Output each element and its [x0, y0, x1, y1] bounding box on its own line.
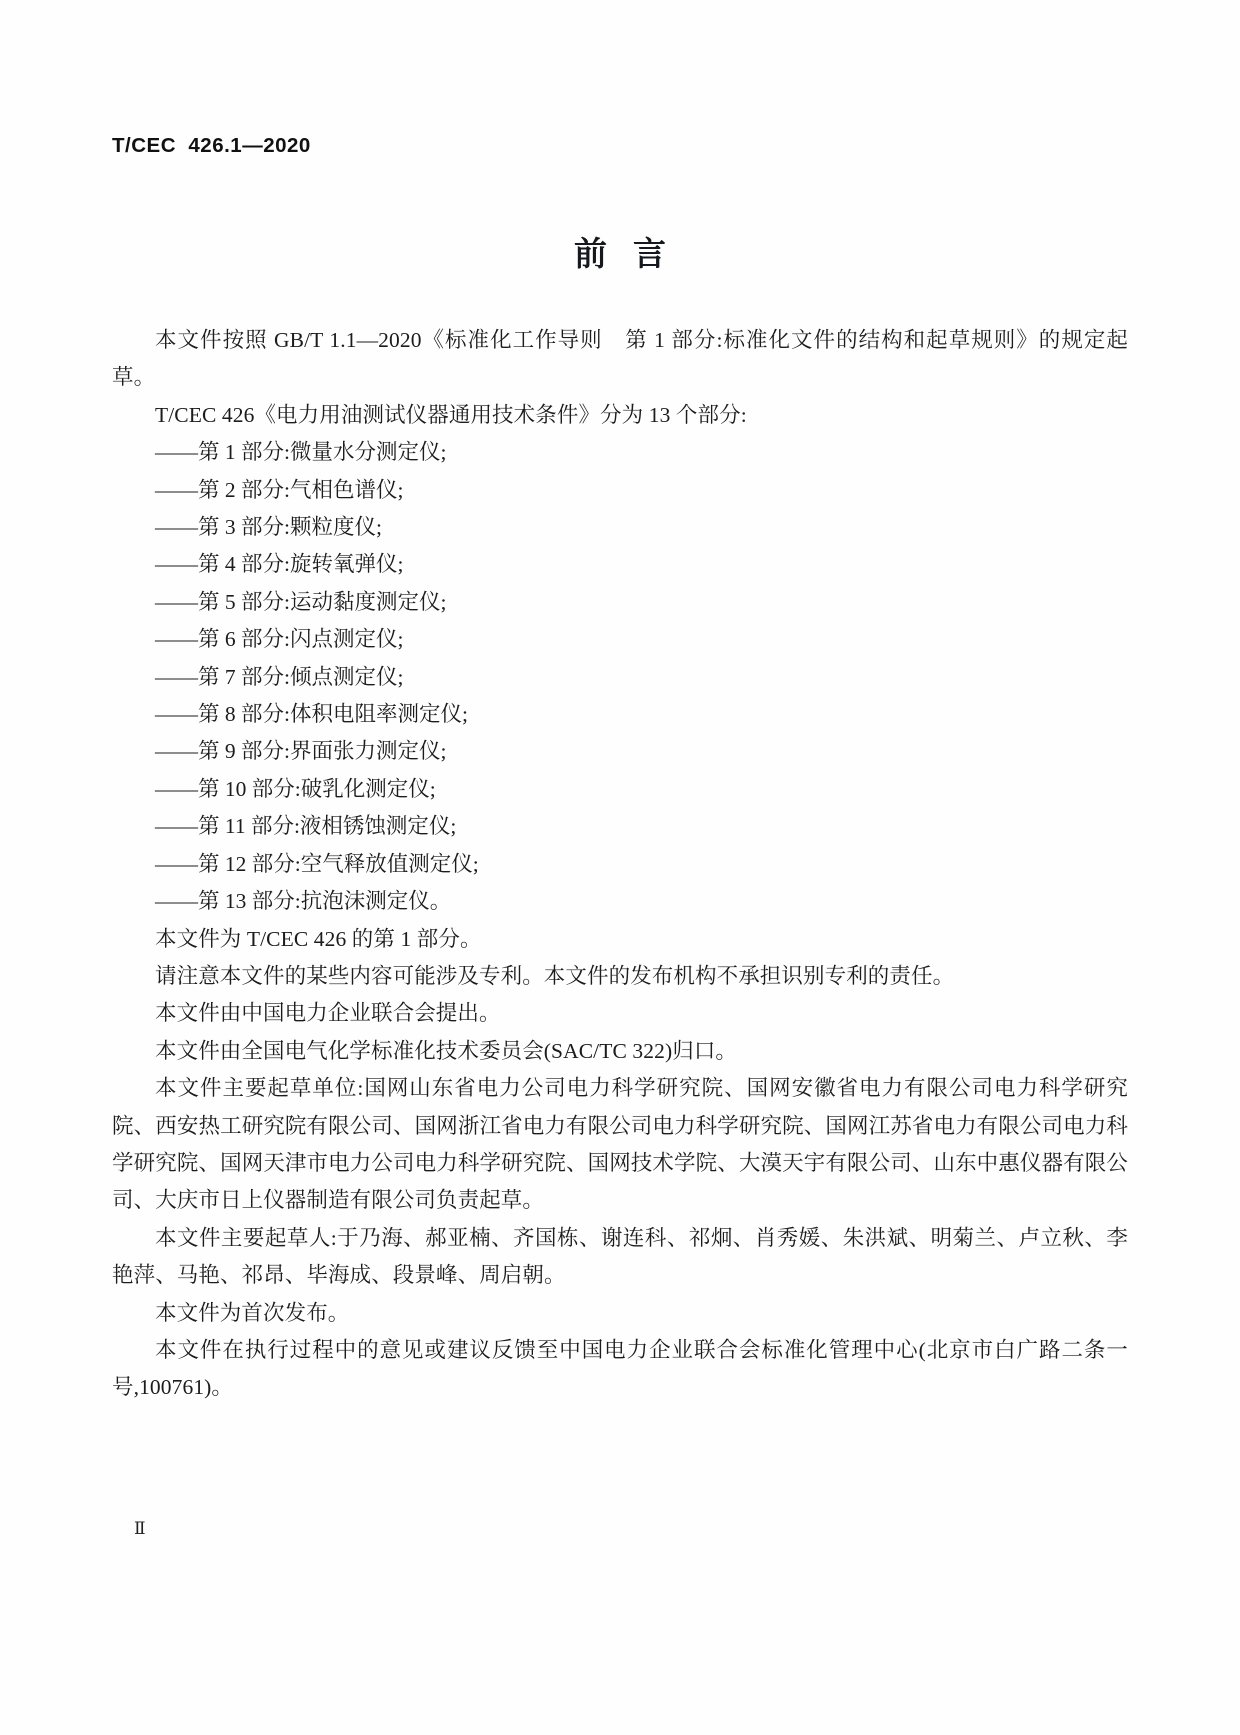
list-item: ——第 13 部分:抗泡沫测定仪。 — [155, 889, 452, 914]
paragraph-drafting-units: 本文件主要起草单位:国网山东省电力公司电力科学研究院、国网安徽省电力有限公司电力科学研究院、西安热工研究院有限公司、国网浙江省电力有限公司电力科学研究院、国网江苏省电力有限公司电力科学研究院、国网天津市电力公司电力科学研究院、国网技术学院、大漠天宇有限公司、山东中惠仪器有限公司、大庆市日上仪器制造有限公司负责起草。 — [112, 1076, 1128, 1213]
paragraph-feedback: 本文件在执行过程中的意见或建议反馈至中国电力企业联合会标准化管理中心(北京市白广路二条一号,100761)。 — [112, 1337, 1128, 1400]
running-header-standard-number: T/CEC 426.1—2020 — [112, 134, 311, 157]
list-item: ——第 1 部分:微量水分测定仪; — [155, 440, 447, 465]
list-item: ——第 8 部分:体积电阻率测定仪; — [155, 702, 468, 727]
list-item: ——第 11 部分:液相锈蚀测定仪; — [155, 814, 457, 839]
paragraph-series-intro: T/CEC 426《电力用油测试仪器通用技术条件》分为 13 个部分: — [155, 402, 747, 427]
list-item: ——第 12 部分:空气释放值测定仪; — [155, 851, 479, 876]
paragraph-patent-notice: 请注意本文件的某些内容可能涉及专利。本文件的发布机构不承担识别专利的责任。 — [155, 963, 955, 988]
paragraph-jurisdiction: 本文件由全国电气化学标准化技术委员会(SAC/TC 322)归口。 — [155, 1038, 738, 1063]
list-item: ——第 7 部分:倾点测定仪; — [155, 664, 404, 689]
foreword-body — [112, 322, 1128, 1407]
paragraph-this-part: 本文件为 T/CEC 426 的第 1 部分。 — [155, 926, 482, 951]
paragraph-proposer: 本文件由中国电力企业联合会提出。 — [155, 1001, 501, 1026]
list-item: ——第 5 部分:运动黏度测定仪; — [155, 589, 447, 614]
footer-page-number: Ⅱ — [134, 1519, 146, 1538]
list-item: ——第 10 部分:破乳化测定仪; — [155, 776, 436, 801]
paragraph-first-release: 本文件为首次发布。 — [155, 1300, 350, 1325]
list-item: ——第 2 部分:气相色谱仪; — [155, 477, 404, 502]
paragraph-drafters: 本文件主要起草人:于乃海、郝亚楠、齐国栋、谢连科、祁炯、肖秀媛、朱洪斌、明菊兰、卢立秋、李艳萍、马艳、祁昂、毕海成、段景峰、周启朝。 — [112, 1225, 1128, 1288]
list-item: ——第 3 部分:颗粒度仪; — [155, 515, 382, 540]
parts-list — [112, 434, 1128, 920]
list-item: ——第 6 部分:闪点测定仪; — [155, 627, 404, 652]
page-title: 前言 — [574, 237, 692, 273]
list-item: ——第 9 部分:界面张力测定仪; — [155, 739, 447, 764]
paragraph-drafting-basis: 本文件按照 GB/T 1.1—2020《标准化工作导则 第 1 部分:标准化文件的结构和起草规则》的规定起草。 — [112, 328, 1128, 390]
list-item: ——第 4 部分:旋转氧弹仪; — [155, 552, 404, 577]
